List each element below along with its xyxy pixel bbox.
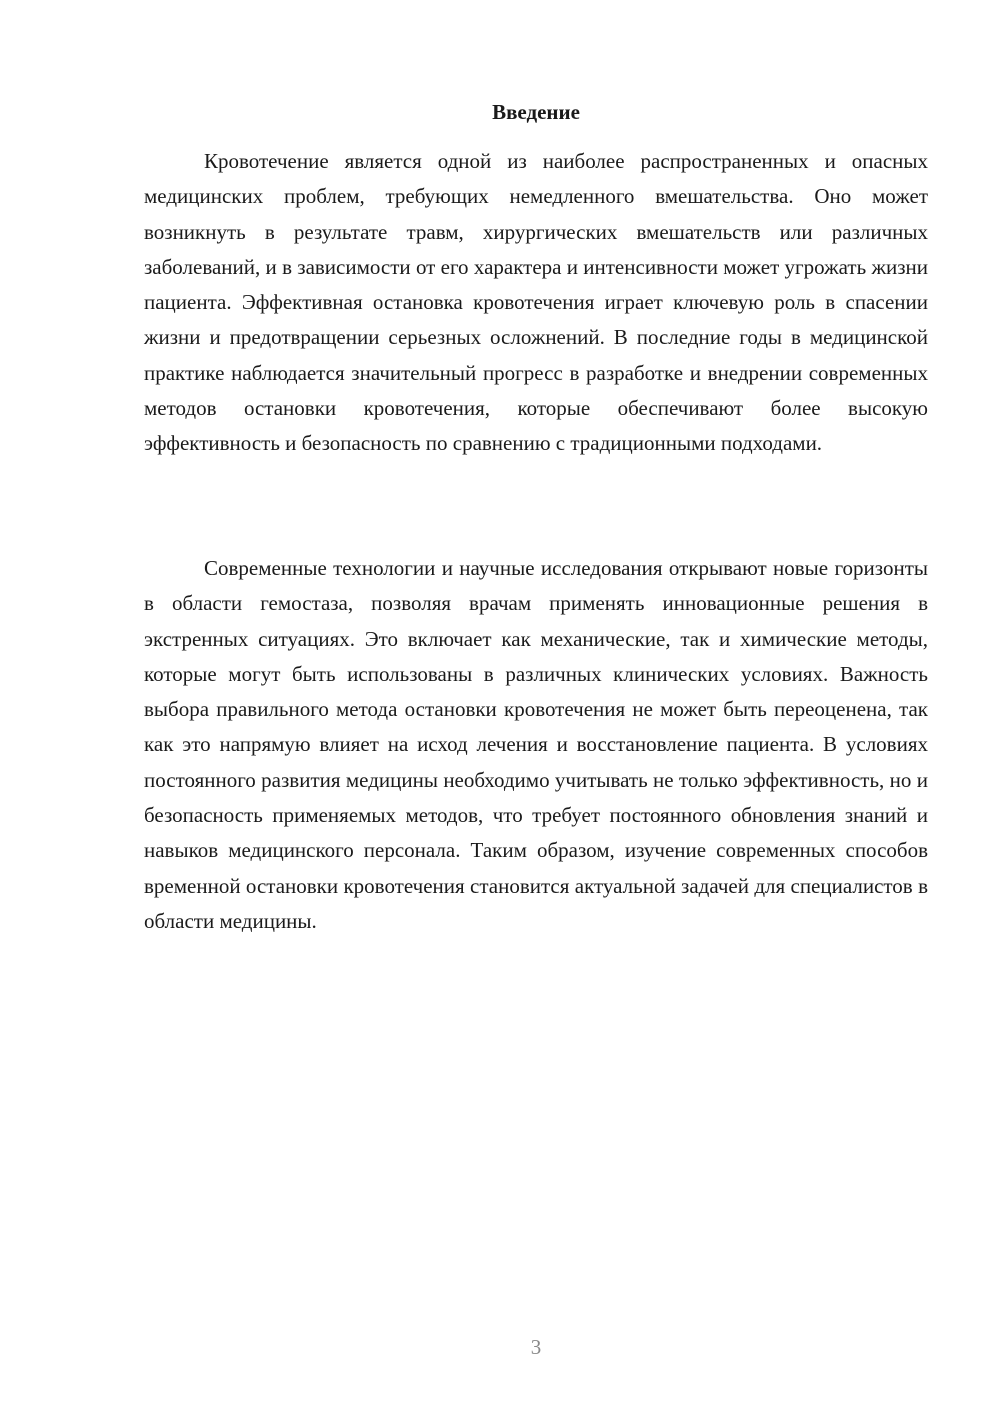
paragraph-2: Современные технологии и научные исследования открывают новые горизонты в области гемостаза, позволяя врачам применять инновационные решения в экстренных ситуациях. Это включает как механические, так и химические методы, которые могут быть использованы в различных клинических условиях. Важность выбора правильного метода остановки кровотечения не может быть переоценена, так как это напрямую влияет на исход лечения и восстановление пациента. В условиях постоянного развития медицины необходимо учитывать не только эффективность, но и безопасность применяемых методов, что требует постоянного обновления знаний и навыков медицинского персонала. Таким образом, изучение современных способов временной остановки кровотечения становится актуальной задачей для специалистов в области медицины. — [144, 556, 928, 933]
section-title: Введение — [492, 100, 580, 124]
page-number: 3 — [530, 1335, 542, 1359]
paragraph-1: Кровотечение является одной из наиболее распространенных и опасных медицинских проблем, требующих немедленного вмешательства. Оно может возникнуть в результате травм, хирургических вмешательств или различных заболеваний, и в зависимости от его характера и интенсивности может угрожать жизни пациента. Эффективная остановка кровотечения играет ключевую роль в спасении жизни и предотвращении серьезных осложнений. В последние годы в медицинской практике наблюдается значительный прогресс в разработке и внедрении современных методов остановки кровотечения, которые обеспечивают более высокую эффективность и безопасность по сравнению с традиционными подходами. — [144, 149, 928, 456]
